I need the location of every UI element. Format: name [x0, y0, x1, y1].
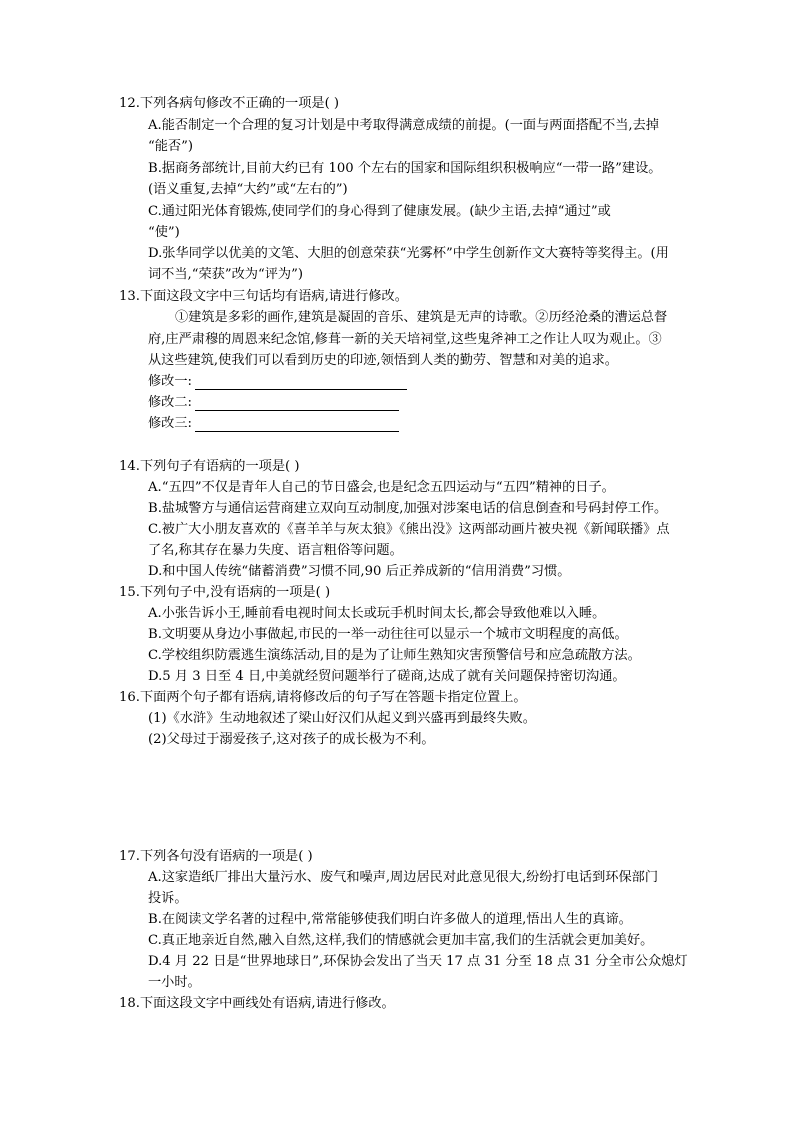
q15-option-c: C.学校组织防震逃生演练活动,目的是为了让师生熟知灾害预警信号和应急疏散方法。	[148, 648, 641, 663]
q13-fix-1-line[interactable]	[195, 389, 407, 390]
q13-fix-3-line[interactable]	[195, 431, 399, 432]
q14-option-a: A.“五四”不仅是青年人自己的节日盛会,也是纪念五四运动与“五四”精神的日子。	[148, 480, 615, 495]
q13-fix-2-line[interactable]	[195, 410, 399, 411]
q17-option-c: C.真正地亲近自然,融入自然,这样,我们的情感就会更加丰富,我们的生活就会更加美好。	[148, 933, 654, 948]
q12-option-c: C.通过阳光体育锻炼,使同学们的身心得到了健康发展。(缺少主语,去掉“通过”或	[148, 204, 611, 219]
q16-sentence-2: (2)父母过于溺爱孩子,这对孩子的成长极为不利。	[148, 732, 435, 747]
q12-option-d-cont: 词不当,“荣获”改为“评为”)	[148, 267, 303, 282]
q12-option-c-cont: “使”)	[148, 225, 180, 240]
q16-sentence-1: (1)《水浒》生动地叙述了梁山好汉们从起义到兴盛再到最终失败。	[148, 711, 536, 726]
q13-fix-3-label: 修改三:	[148, 416, 193, 431]
q13-fix-1-label: 修改一:	[148, 374, 193, 389]
q12-option-a: A.能否制定一个合理的复习计划是中考取得满意成绩的前提。(一面与两面搭配不当,去掉	[148, 118, 659, 133]
q14-option-b: B.盐城警方与通信运营商建立双向互动制度,加强对涉案电话的信息倒查和号码封停工作。	[148, 501, 668, 516]
q17-option-d: D.4 月 22 日是“世界地球日”,环保协会发出了当天 17 点 31 分至 18 点 31 分全市公众熄灯	[148, 954, 688, 969]
q17-option-a: A.这家造纸厂排出大量污水、废气和噪声,周边居民对此意见很大,纷纷打电话到环保部门	[148, 870, 659, 885]
q12-option-b-cont: (语义重复,去掉“大约”或“左右的”)	[148, 182, 348, 197]
q17-option-d-cont: 一小时。	[148, 975, 201, 990]
q12-option-b: B.据商务部统计,目前大约已有 100 个左右的国家和国际组织积极响应“一带一路”建设。	[148, 161, 662, 176]
q14-option-c: C.被广大小朋友喜欢的《喜羊羊与灰太狼》《熊出没》这两部动画片被央视《新闻联播》点	[148, 522, 670, 537]
question-18-stem: 18.下面这段文字中画线处有语病,请进行修改。	[119, 996, 395, 1011]
question-12-stem: 12.下列各病句修改不正确的一项是( )	[119, 96, 340, 111]
question-17-stem: 17.下列各句没有语病的一项是( )	[119, 849, 313, 864]
q15-option-d: D.5 月 3 日至 4 日,中美就经贸问题举行了磋商,达成了就有关问题保持密切沟通。	[148, 669, 626, 684]
q12-option-a-cont: “能否”)	[148, 139, 194, 154]
q13-passage-line-3: 从这些建筑,使我们可以看到历史的印迹,领悟到人类的勤劳、智慧和对美的追求。	[148, 353, 618, 368]
q17-option-a-cont: 投诉。	[148, 891, 188, 906]
q15-option-b: B.文明要从身边小事做起,市民的一举一动往往可以显示一个城市文明程度的高低。	[148, 627, 628, 642]
q14-option-d: D.和中国人传统“储蓄消费”习惯不同,90 后正养成新的“信用消费”习惯。	[148, 564, 571, 579]
question-16-stem: 16.下面两个句子都有语病,请将修改后的句子写在答题卡指定位置上。	[119, 690, 527, 705]
q13-passage-line-1: ①建筑是多彩的画作,建筑是凝固的音乐、建筑是无声的诗歌。②历经沧桑的漕运总督	[175, 310, 668, 325]
question-13-stem: 13.下面这段文字中三句话均有语病,请进行修改。	[119, 289, 408, 304]
q12-option-d: D.张华同学以优美的文笔、大胆的创意荣获“光雾杯”中学生创新作文大赛特等奖得主。(用	[148, 246, 669, 261]
q13-passage-line-2: 府,庄严肃穆的周恩来纪念馆,修葺一新的关天培祠堂,这些鬼斧神工之作让人叹为观止。③	[148, 332, 662, 347]
q13-fix-2-label: 修改二:	[148, 395, 193, 410]
question-14-stem: 14.下列句子有语病的一项是( )	[119, 459, 300, 474]
question-15-stem: 15.下列句子中,没有语病的一项是( )	[119, 585, 331, 600]
q14-option-c-cont: 了名,称其存在暴力失度、语言粗俗等问题。	[148, 543, 403, 558]
q17-option-b: B.在阅读文学名著的过程中,常常能够使我们明白许多做人的道理,悟出人生的真谛。	[148, 912, 632, 927]
q15-option-a: A.小张告诉小王,睡前看电视时间太长或玩手机时间太长,都会导致他难以入睡。	[148, 606, 606, 621]
